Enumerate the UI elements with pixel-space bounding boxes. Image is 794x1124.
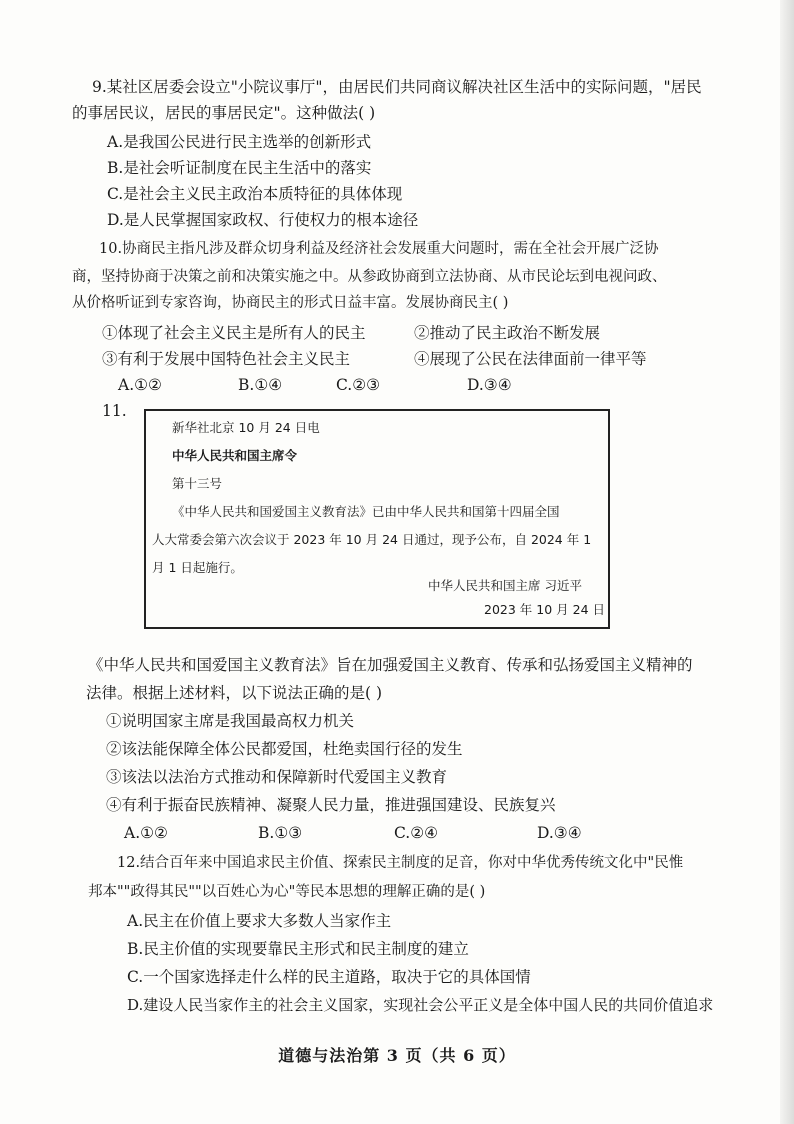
q10-choice-c: C.②③ xyxy=(336,376,381,394)
q10-choice-b: B.①④ xyxy=(238,376,283,394)
notice-body-line3: 月 1 日起施行。 xyxy=(152,560,243,575)
presidential-order-box xyxy=(144,409,610,629)
notice-body-line2: 人大常委会第六次会议于 2023 年 10 月 24 日通过，现予公布，自 2024 年 1 xyxy=(152,532,592,547)
q11-choice-b: B.①③ xyxy=(258,824,303,842)
page-footer: 道德与法治第 3 页（共 6 页） xyxy=(278,1046,516,1065)
notice-body-line1: 《中华人民共和国爱国主义教育法》已由中华人民共和国第十四届全国 xyxy=(172,504,560,519)
q9-option-a: A.是我国公民进行民主选举的创新形式 xyxy=(107,133,372,151)
q11-choices xyxy=(0,822,794,844)
q10-statement-3: ③有利于发展中国特色社会主义民主 xyxy=(102,350,351,368)
q10-choices xyxy=(0,374,794,396)
q11-stem-line1: 《中华人民共和国爱国主义教育法》旨在加强爱国主义教育、传承和弘扬爱国主义精神的 xyxy=(88,656,693,674)
q10-statement-4: ④展现了公民在法律面前一律平等 xyxy=(414,350,647,368)
q12-option-b: B.民主价值的实现要靠民主形式和民主制度的建立 xyxy=(127,940,469,958)
q9-stem-line2: 的事居民议，居民的事居民定"。这种做法( ) xyxy=(72,104,376,122)
q9-option-c: C.是社会主义民主政治本质特征的具体体现 xyxy=(107,185,403,203)
notice-agency: 新华社北京 10 月 24 日电 xyxy=(172,420,320,435)
q10-choice-a: A.①② xyxy=(118,376,162,394)
q9-stem-line1: 9.某社区居委会设立"小院议事厅"，由居民们共同商议解决社区生活中的实际问题，"居民 xyxy=(92,78,702,96)
q11-choice-d: D.③④ xyxy=(537,824,582,842)
q11-number: 11. xyxy=(102,402,127,420)
q10-choice-d: D.③④ xyxy=(467,376,512,394)
q11-choice-a: A.①② xyxy=(124,824,168,842)
q11-statement-1: ①说明国家主席是我国最高权力机关 xyxy=(106,712,355,730)
q10-statement-2: ②推动了民主政治不断发展 xyxy=(414,324,601,342)
q12-option-c: C.一个国家选择走什么样的民主道路，取决于它的具体国情 xyxy=(127,968,531,986)
notice-heading: 中华人民共和国主席令 xyxy=(172,448,298,463)
q11-statement-2: ②该法能保障全体公民都爱国，杜绝卖国行径的发生 xyxy=(106,740,463,758)
q10-stem-line2: 商，坚持协商于决策之前和决策实施之中。从参政协商到立法协商、从市民论坛到电视问政、 xyxy=(72,269,667,285)
q12-option-d: D.建设人民当家作主的社会主义国家，实现社会公平正义是全体中国人民的共同价值追求 xyxy=(127,996,714,1014)
q9-option-d: D.是人民掌握国家政权、行使权力的根本途径 xyxy=(107,211,419,229)
q10-stem-line1: 10.协商民主指凡涉及群众切身利益及经济社会发展重大问题时，需在全社会开展广泛协 xyxy=(99,241,659,257)
q12-option-a: A.民主在价值上要求大多数人当家作主 xyxy=(127,912,392,930)
q11-statement-3: ③该法以法治方式推动和保障新时代爱国主义教育 xyxy=(106,768,448,786)
q11-choice-c: C.②④ xyxy=(394,824,439,842)
q11-stem-line2: 法律。根据上述材料，以下说法正确的是( ) xyxy=(86,684,383,702)
q9-option-b: B.是社会听证制度在民主生活中的落实 xyxy=(107,159,372,177)
q10-statement-1: ①体现了社会主义民主是所有人的民主 xyxy=(102,324,366,342)
page-edge xyxy=(780,0,794,1124)
notice-signer: 中华人民共和国主席 习近平 xyxy=(428,578,582,593)
q12-stem-line1: 12.结合百年来中国追求民主价值、探索民主制度的足音，你对中华优秀传统文化中"民惟 xyxy=(117,855,684,871)
q11-statement-4: ④有利于振奋民族精神、凝聚人民力量，推进强国建设、民族复兴 xyxy=(106,796,556,814)
notice-date: 2023 年 10 月 24 日 xyxy=(484,602,605,617)
q12-stem-line2: 邦本""政得其民""以百姓心为心"等民本思想的理解正确的是( ) xyxy=(88,884,486,900)
notice-order-no: 第十三号 xyxy=(172,476,223,491)
q10-stem-line3: 从价格听证到专家咨询，协商民主的形式日益丰富。发展协商民主( ) xyxy=(72,295,509,311)
